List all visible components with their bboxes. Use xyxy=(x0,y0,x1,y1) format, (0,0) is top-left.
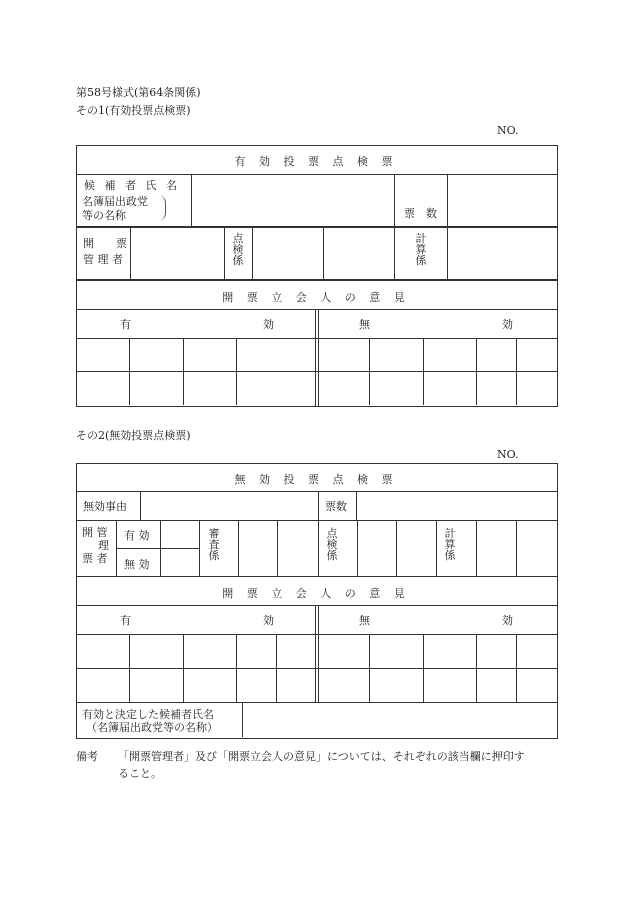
invalid-label: 無 効 xyxy=(124,558,150,571)
form2-inspector-label: 点検係 xyxy=(326,527,338,562)
party-label: 名簿届出政党 xyxy=(82,195,148,208)
divider xyxy=(76,174,557,175)
form2-invalid-col-2: 効 xyxy=(502,614,513,627)
form-number: 第58号様式(第64条関係) xyxy=(76,86,201,99)
form2-title: 無 効 投 票 点 検 票 xyxy=(234,473,398,486)
divider xyxy=(76,702,557,703)
divider xyxy=(318,520,319,576)
divider xyxy=(476,634,477,702)
divider xyxy=(160,520,161,576)
divider xyxy=(394,174,395,226)
divider xyxy=(369,338,370,405)
divider xyxy=(238,520,239,576)
bracket-decoration xyxy=(157,195,166,221)
divider xyxy=(76,668,557,669)
divider xyxy=(423,338,424,405)
manager-label: 開 票 xyxy=(83,237,127,250)
valid-label: 有 効 xyxy=(124,529,150,542)
form1-invalid-col-2: 効 xyxy=(502,318,513,331)
form2-invalid-col-1: 無 xyxy=(359,614,370,627)
divider xyxy=(423,634,424,702)
part2-no-label: NO. xyxy=(497,448,519,461)
divider xyxy=(224,227,225,279)
divider xyxy=(183,634,184,702)
votes-label: 票 数 xyxy=(404,207,437,220)
divider xyxy=(76,371,557,372)
divider xyxy=(129,634,130,702)
party-label-2: 等の名称 xyxy=(82,209,126,222)
part2-title: その2(無効投票点検票) xyxy=(76,429,191,442)
divider xyxy=(76,226,557,228)
double-divider xyxy=(315,309,319,406)
form2-manager-label-2: 理 xyxy=(98,539,109,552)
form1-witness-title: 開 票 立 会 人 の 意 見 xyxy=(222,291,410,304)
decided-candidate-label: 有効と決定した候補者氏名 xyxy=(82,708,214,721)
divider xyxy=(76,520,557,521)
divider xyxy=(130,227,131,279)
divider xyxy=(476,338,477,405)
divider xyxy=(76,576,557,577)
form1-valid-col-2: 効 xyxy=(263,318,274,331)
inspector-label: 点検係 xyxy=(232,232,244,267)
divider xyxy=(76,634,557,635)
divider xyxy=(447,174,448,226)
form2-valid-col-1: 有 xyxy=(120,614,131,627)
divider xyxy=(191,174,192,226)
manager-label-2: 管 理 者 xyxy=(83,253,123,266)
divider xyxy=(277,520,278,576)
divider xyxy=(357,520,358,576)
divider xyxy=(199,520,200,576)
divider xyxy=(356,491,357,520)
form1-valid-col-1: 有 xyxy=(120,318,131,331)
form2-votes-label: 票数 xyxy=(325,500,347,513)
divider xyxy=(516,338,517,405)
divider xyxy=(76,491,557,492)
form2-manager-label-3: 票 者 xyxy=(82,552,108,565)
reason-label: 無効事由 xyxy=(83,500,127,513)
divider xyxy=(140,491,141,520)
part1-title: その1(有効投票点検票) xyxy=(76,104,191,117)
divider xyxy=(436,520,437,576)
form2-valid-col-2: 効 xyxy=(263,614,274,627)
double-divider xyxy=(315,605,319,702)
examiner-label: 審査係 xyxy=(208,527,220,562)
divider xyxy=(396,520,397,576)
divider xyxy=(76,279,557,281)
divider xyxy=(318,491,319,520)
divider xyxy=(116,548,200,549)
divider xyxy=(236,634,237,702)
counter-label: 計算係 xyxy=(415,232,427,267)
divider xyxy=(183,338,184,405)
divider xyxy=(236,338,237,405)
form2-manager-label: 開 管 xyxy=(82,526,108,539)
divider xyxy=(242,702,243,737)
part1-no-label: NO. xyxy=(497,124,519,137)
divider xyxy=(516,520,517,576)
note-label: 備考 xyxy=(76,750,98,763)
form2-counter-label: 計算係 xyxy=(444,527,456,562)
note-text-line2: ること。 xyxy=(118,767,162,780)
divider xyxy=(394,227,395,279)
note-text-line1: 「開票管理者」及び「開票立会人の意見」については、それぞれの該当欄に押印す xyxy=(118,750,525,763)
divider xyxy=(476,520,477,576)
form1-invalid-col-1: 無 xyxy=(359,318,370,331)
form2-witness-title: 開 票 立 会 人 の 意 見 xyxy=(222,587,410,600)
divider xyxy=(76,338,557,339)
divider xyxy=(252,227,253,279)
candidate-name-label: 候 補 者 氏 名 xyxy=(84,179,180,192)
divider xyxy=(516,634,517,702)
form1-title: 有 効 投 票 点 検 票 xyxy=(234,155,398,168)
divider xyxy=(447,227,448,279)
divider xyxy=(276,634,277,702)
divider xyxy=(323,227,324,279)
divider xyxy=(369,634,370,702)
divider xyxy=(129,338,130,405)
decided-party-label: （名簿届出政党等の名称） xyxy=(86,721,218,734)
